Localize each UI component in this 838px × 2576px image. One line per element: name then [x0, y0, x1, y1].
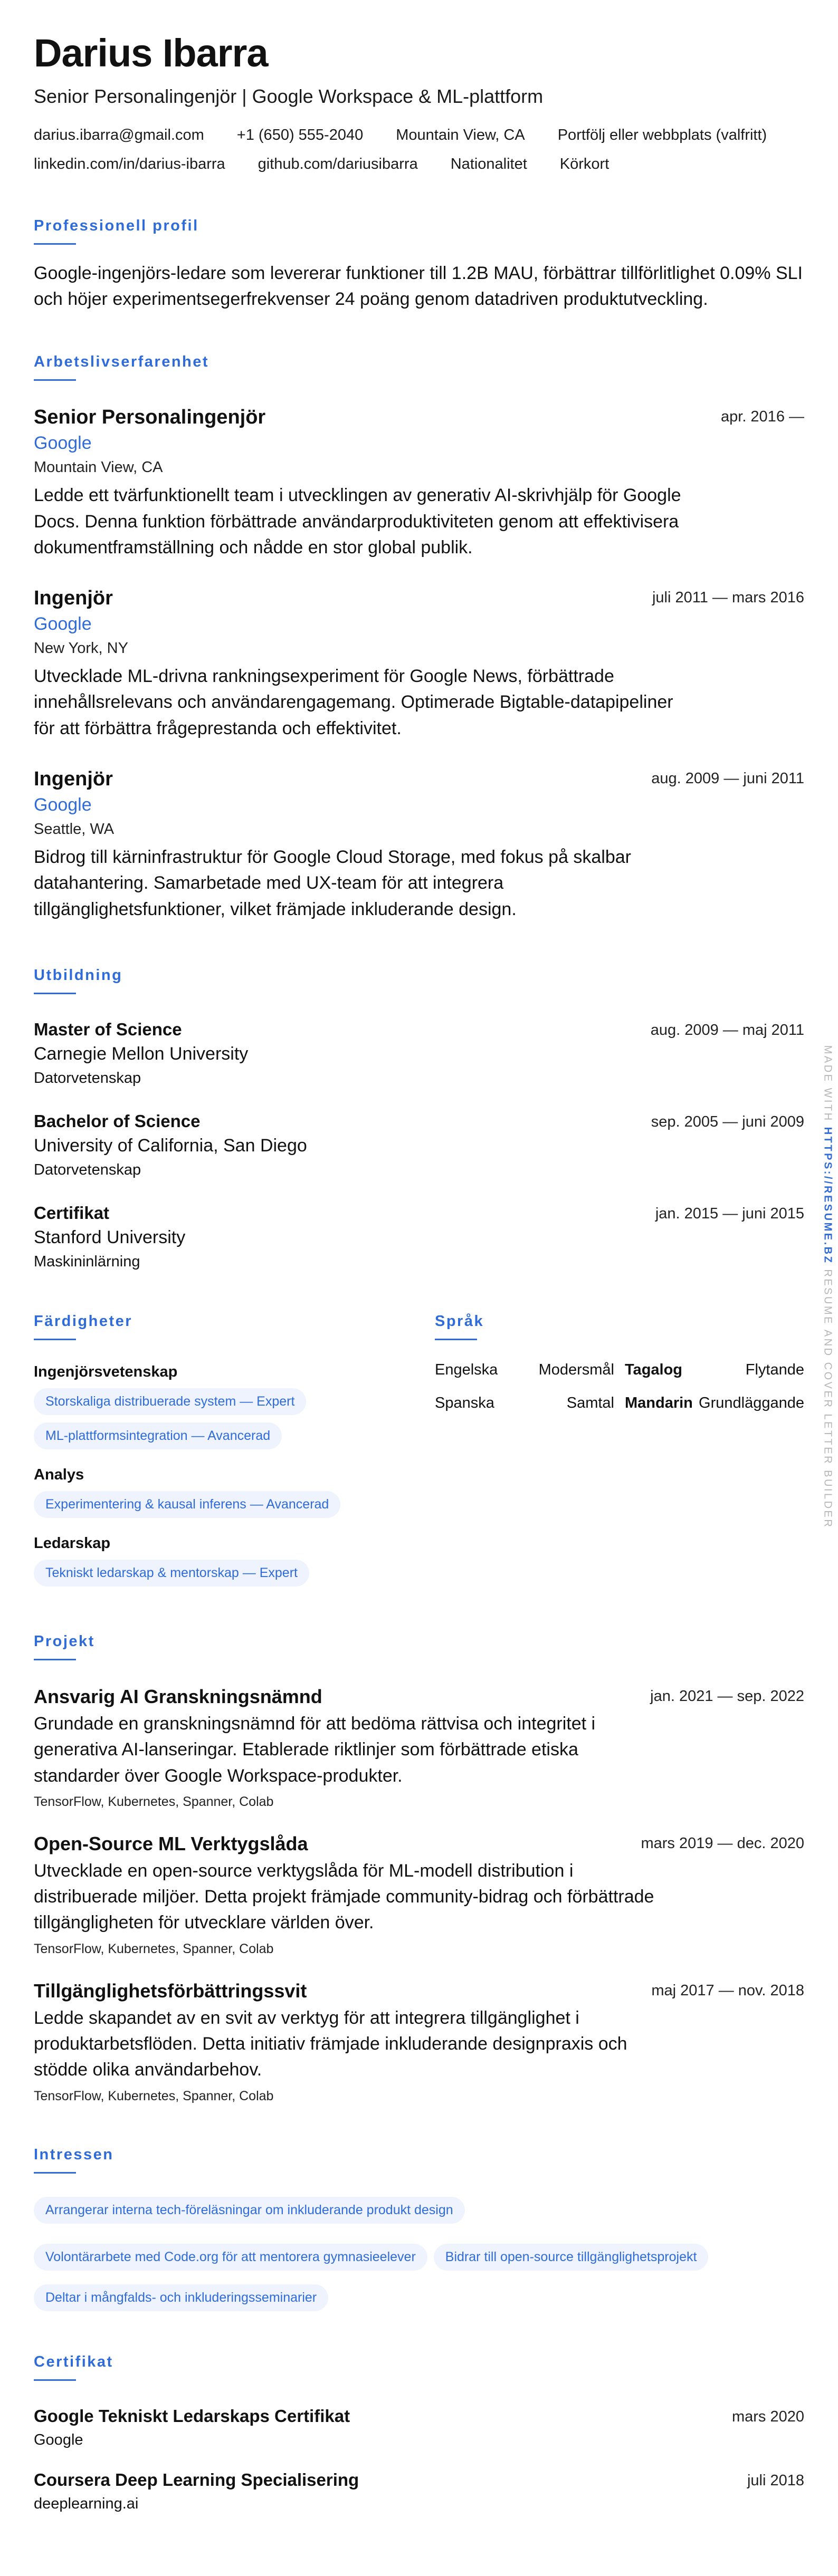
- section-divider: [34, 993, 76, 994]
- interest-chip: Volontärarbete med Code.org för att mentorera gymnasieelever: [34, 2244, 427, 2271]
- project-title: Ansvarig AI Granskningsnämnd: [34, 1685, 322, 1707]
- section-divider: [34, 2172, 76, 2174]
- contact-location: Mountain View, CA: [396, 126, 525, 143]
- job-date: apr. 2016 —: [721, 408, 804, 426]
- contact-drivers-license: Körkort: [559, 155, 610, 172]
- contact-list: [34, 127, 825, 173]
- skill-category-name: Ingenjörsvetenskap: [34, 1363, 178, 1380]
- skills-section: [34, 1313, 435, 1587]
- project-item: [34, 1686, 804, 1810]
- education-item: [34, 1020, 804, 1087]
- job-location: Mountain View, CA: [34, 459, 163, 476]
- section-divider: [34, 2379, 76, 2381]
- section-title-certificates: Certifikat: [34, 2353, 113, 2370]
- degree: Certifikat: [34, 1203, 110, 1223]
- language-item: [625, 1395, 804, 1412]
- degree: Bachelor of Science: [34, 1111, 201, 1131]
- education-date: jan. 2015 — juni 2015: [655, 1205, 804, 1222]
- certificate-title: Google Tekniskt Ledarskaps Certifikat: [34, 2406, 350, 2426]
- job-description: Ledde ett tvärfunktionellt team i utvecklingen av generativ AI-skrivhjälp för Google Docs. Denna funktion förbättrade användarproduktiviteten genom att effektivisera dokumentframställning och nådde en stor global publik.: [34, 485, 681, 558]
- project-description: Utvecklade en open-source verktygslåda för ML-modell distribution i distribuerade miljöer. Detta projekt främjade community-bidrag och förbättrade tillgängligheten för utvecklare världen över.: [34, 1860, 654, 1933]
- candidate-name: Darius Ibarra: [34, 31, 268, 75]
- certificate-item: [34, 2470, 804, 2513]
- project-title: Tillgänglighetsförbättringssvit: [34, 1979, 307, 2002]
- skill-chip-group: [34, 1381, 435, 1449]
- project-date: jan. 2021 — sep. 2022: [650, 1687, 804, 1705]
- skills-languages-row: [34, 1313, 804, 1587]
- school: Stanford University: [34, 1227, 186, 1247]
- project-tech-stack: TensorFlow, Kubernetes, Spanner, Colab: [34, 2088, 274, 2103]
- project-title: Open-Source ML Verktygslåda: [34, 1832, 308, 1854]
- language-level: Flytande: [745, 1361, 804, 1378]
- contact-nationality: Nationalitet: [450, 155, 527, 172]
- experience-section: [34, 353, 804, 922]
- resume-header: [34, 33, 804, 173]
- job-description: Bidrog till kärninfrastruktur för Google Cloud Storage, med fokus på skalbar datahantering. Samarbetade med UX-team för att integrera tillgänglighetsfunktioner, vilket främjade inkluderande design.: [34, 847, 631, 919]
- project-tech-stack: TensorFlow, Kubernetes, Spanner, Colab: [34, 1941, 274, 1956]
- section-divider: [34, 243, 76, 245]
- watermark-suffix: RESUME AND COVER LETTER BUILDER: [822, 1269, 834, 1529]
- language-list: [435, 1361, 804, 1412]
- project-item: [34, 1833, 804, 1957]
- contact-email[interactable]: darius.ibarra@gmail.com: [34, 126, 204, 143]
- language-item: [625, 1361, 804, 1379]
- interest-chip: Bidrar till open-source tillgänglighetsprojekt: [434, 2244, 709, 2271]
- degree: Master of Science: [34, 1019, 182, 1039]
- language-name: Mandarin: [625, 1394, 693, 1411]
- education-item: [34, 1203, 804, 1271]
- section-divider: [435, 1339, 477, 1340]
- resume-page: [34, 33, 804, 2513]
- contact-github[interactable]: github.com/dariusibarra: [258, 155, 418, 172]
- contact-linkedin[interactable]: linkedin.com/in/darius-ibarra: [34, 155, 225, 172]
- language-name: Engelska: [435, 1361, 498, 1378]
- skill-chip-group: [34, 1552, 435, 1587]
- education-date: sep. 2005 — juni 2009: [651, 1113, 804, 1130]
- interest-chip: Deltar i mångfalds- och inkluderingsseminarier: [34, 2284, 328, 2311]
- section-divider: [34, 379, 76, 381]
- experience-item: [34, 587, 804, 742]
- skill-chip: Tekniskt ledarskap & mentorskap — Expert: [34, 1560, 309, 1587]
- section-title-education: Utbildning: [34, 966, 123, 984]
- job-description: Utvecklade ML-drivna rankningsexperiment för Google News, förbättrade innehållsrelevans och användarengagemang. Optimerade Bigtable-datapipeliner för att förbättra frågeprestanda och effektivitet.: [34, 666, 673, 738]
- school: University of California, San Diego: [34, 1135, 307, 1156]
- education-section: [34, 967, 804, 1271]
- job-date: juli 2011 — mars 2016: [652, 589, 804, 607]
- certificate-issuer: Google: [34, 2431, 83, 2448]
- field-of-study: Datorvetenskap: [34, 1161, 141, 1178]
- language-level: Samtal: [566, 1394, 614, 1411]
- contact-phone[interactable]: +1 (650) 555-2040: [236, 126, 364, 143]
- job-company: Google: [34, 614, 92, 635]
- profile-section: [34, 217, 804, 313]
- builder-watermark: [822, 1045, 834, 1529]
- language-item: [435, 1361, 614, 1379]
- project-description: Ledde skapandet av en svit av verktyg för att integrera tillgänglighet i produktarbetsflöden. Detta initiativ främjade inkluderande designpraxis och stödde olika användarbehov.: [34, 2007, 627, 2080]
- experience-item: [34, 406, 804, 561]
- job-date: aug. 2009 — juni 2011: [651, 770, 804, 787]
- watermark-prefix: MADE WITH: [822, 1045, 834, 1122]
- skill-chip: ML-plattformsintegration — Avancerad: [34, 1422, 282, 1449]
- project-date: maj 2017 — nov. 2018: [651, 1982, 804, 1999]
- experience-item: [34, 768, 804, 922]
- job-title: Senior Personalingenjör: [34, 406, 266, 429]
- project-description: Grundade en granskningsnämnd för att bedöma rättvisa och integritet i generativa AI-lanseringar. Etablerade riktlinjer som förbättrade etiska standarder över Google Workspace-produkter.: [34, 1713, 596, 1786]
- interest-chip-group: [34, 2189, 815, 2311]
- project-tech-stack: TensorFlow, Kubernetes, Spanner, Colab: [34, 1794, 274, 1809]
- contact-portfolio[interactable]: Portfölj eller webbplats (valfritt): [557, 126, 767, 143]
- languages-section: [435, 1313, 804, 1587]
- certificates-section: [34, 2353, 804, 2513]
- candidate-headline: Senior Personalingenjör | Google Workspace & ML-plattform: [34, 85, 544, 107]
- job-company: Google: [34, 433, 92, 454]
- language-level: Grundläggande: [699, 1394, 804, 1411]
- language-name: Tagalog: [625, 1361, 683, 1378]
- job-title: Ingenjör: [34, 768, 113, 791]
- interests-section: [34, 2146, 804, 2311]
- project-item: [34, 1980, 804, 2104]
- field-of-study: Datorvetenskap: [34, 1069, 141, 1087]
- section-title-profile: Professionell profil: [34, 217, 199, 234]
- watermark-link[interactable]: HTTPS://RESUME.BZ: [822, 1127, 834, 1265]
- interest-chip: Arrangerar interna tech-föreläsningar om inkluderande produkt design: [34, 2197, 465, 2224]
- project-date: mars 2019 — dec. 2020: [641, 1834, 804, 1852]
- skill-chip-group: [34, 1484, 435, 1518]
- section-divider: [34, 1659, 76, 1660]
- projects-section: [34, 1633, 804, 2104]
- certificate-item: [34, 2406, 804, 2449]
- profile-summary: Google-ingenjörs-ledare som levererar funktioner till 1.2B MAU, förbättrar tillförlitlighet 0.09% SLI och höjer experimentsegerfrekvenser 24 poäng genom datadriven produktutveckling.: [34, 263, 803, 309]
- skill-chip: Storskaliga distribuerade system — Expert: [34, 1388, 306, 1415]
- section-title-skills: Färdigheter: [34, 1312, 133, 1330]
- section-title-experience: Arbetslivserfarenhet: [34, 353, 210, 371]
- job-company: Google: [34, 795, 92, 815]
- certificate-issuer: deeplearning.ai: [34, 2495, 139, 2512]
- skill-chip: Experimentering & kausal inferens — Avancerad: [34, 1491, 340, 1518]
- certificate-date: juli 2018: [747, 2472, 804, 2489]
- section-title-languages: Språk: [435, 1312, 484, 1330]
- field-of-study: Maskininlärning: [34, 1253, 140, 1270]
- section-divider: [34, 1339, 76, 1340]
- language-name: Spanska: [435, 1394, 494, 1411]
- language-item: [435, 1395, 614, 1412]
- language-level: Modersmål: [538, 1361, 614, 1378]
- certificate-title: Coursera Deep Learning Specialisering: [34, 2469, 359, 2490]
- skill-category-name: Ledarskap: [34, 1534, 111, 1552]
- section-title-interests: Intressen: [34, 2146, 114, 2163]
- job-location: Seattle, WA: [34, 821, 115, 838]
- school: Carnegie Mellon University: [34, 1043, 249, 1064]
- education-item: [34, 1111, 804, 1179]
- education-date: aug. 2009 — maj 2011: [650, 1021, 804, 1039]
- job-location: New York, NY: [34, 640, 128, 657]
- job-title: Ingenjör: [34, 587, 113, 610]
- section-title-projects: Projekt: [34, 1632, 95, 1650]
- skill-category-name: Analys: [34, 1466, 84, 1483]
- certificate-date: mars 2020: [731, 2408, 804, 2425]
